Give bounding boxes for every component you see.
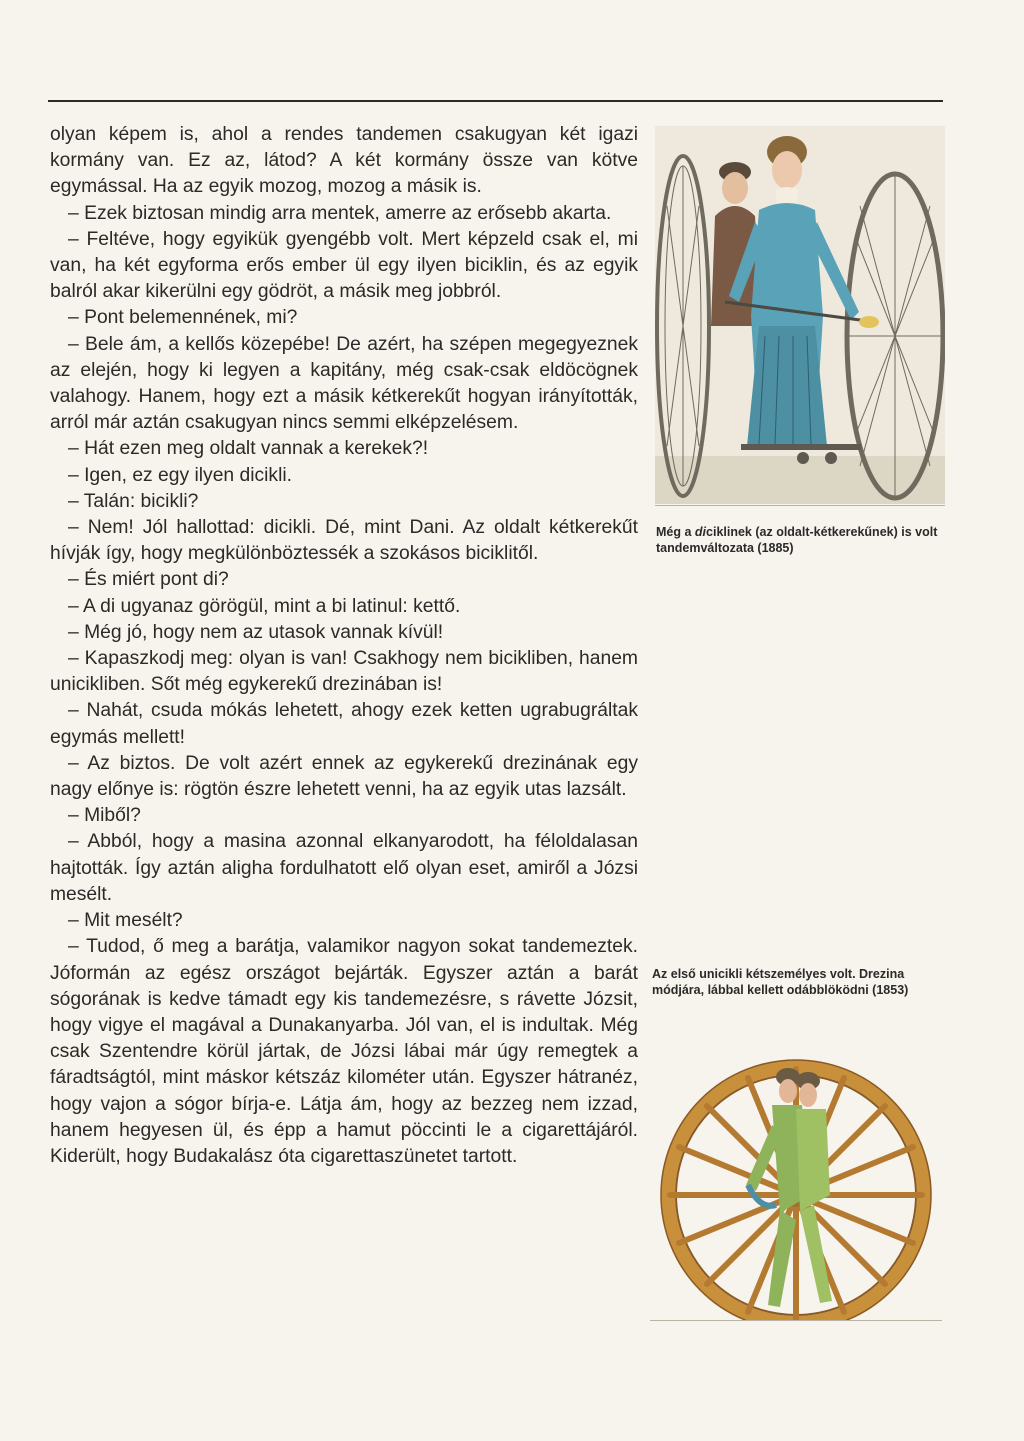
- paragraph-11: – A di ugyanaz görögül, mint a bi latinul: kettő.: [68, 595, 461, 617]
- unicycle-tandem-illustration: [650, 1035, 942, 1320]
- paragraph-17: – Abból, hogy a masina azonnal elkanyarodott, ha féloldalasan hajtották. Így aztán aligha fordulhatott elő olyan eset, amiről a Józsi mesélt.: [50, 831, 638, 905]
- unicycle-caption: Az első unicikli kétszemélyes volt. Drezina módjára, lábbal kellett odábblöködni (1853): [652, 967, 909, 997]
- dicycle-tandem-illustration: [655, 126, 945, 504]
- paragraph-13: – Kapaszkodj meg: olyan is van! Csakhogy nem bicikliben, hanem unicikliben. Sőt még egykerekű drezinában is!: [50, 648, 638, 696]
- paragraph-3: – Feltéve, hogy egyikük gyengébb volt. Mert képzeld csak el, mi van, ha két egyforma erős ember ül egy ilyen biciklin, és az egyik balról akar kikerülni egy gödröt, a másik meg jobbról.: [50, 228, 638, 303]
- paragraph-19: – Tudod, ő meg a barátja, valamikor nagyon sokat tandemeztek. Jóformán az egész országot bejárták. Egyszer aztán a barát sógorának is kedve támadt egy kis tandemezésre, s rávette Józsit, hogy vigye el magával a Dunakanyarba. Jól van, el is indultak. Még csak Szentendre körül jártak, de Józsi lábai már úgy remegtek a fáradtságtól, mint máskor kétszáz kilométer után. Egyszer hátranéz, hogy vajon a sógor bírja-e. Látja ám, hogy az bezzeg nem izzad, hanem hegyesen ül, és épp a hamut pöccinti le a cigarettájáról. Kiderült, hogy Budakalász óta cigarettaszünetet tartott.: [50, 936, 638, 1167]
- dicycle-caption-pre: Még a: [656, 525, 695, 539]
- paragraph-2: – Ezek biztosan mindig arra mentek, amerre az erősebb akarta.: [68, 202, 612, 224]
- paragraph-6: – Hát ezen meg oldalt vannak a kerekek?!: [68, 438, 429, 460]
- paragraph-5: – Bele ám, a kellős közepébe! De azért, ha szépen megegyeznek az elején, hogy ki legyen a kapitány, még csak-csak eldöcögnek valahogy. Hanem, hogy ezt a másik kétkerekűt hogyan irányították, arról már aztán csakugyan nincs semmi elképzelésem.: [50, 333, 638, 434]
- illustration-2-baseline: [650, 1320, 942, 1321]
- paragraph-1: olyan képem is, ahol a rendes tandemen csakugyan két igazi kormány van. Ez az, látod? A két kormány össze van kötve egymással. Ha az egyik mozog, mozog a másik is.: [50, 124, 638, 198]
- main-text: [50, 122, 638, 1170]
- paragraph-16: – Miből?: [68, 805, 141, 827]
- paragraph-15: – Az biztos. De volt azért ennek az egykerekű drezinának egy nagy előnye is: rögtön észre lehetett venni, ha az egyik utas lazsált.: [50, 752, 638, 801]
- dicycle-caption-italic: di: [694, 525, 707, 539]
- paragraph-18: – Mit mesélt?: [68, 910, 183, 932]
- dicycle-caption: [656, 524, 948, 556]
- dicycle-caption-post: ciklinek (az oldalt-kétkerekűnek) is volt tandemváltozata (1885): [656, 525, 938, 555]
- paragraph-4: – Pont belemennének, mi?: [68, 307, 298, 329]
- paragraph-12: – Még jó, hogy nem az utasok vannak kívül!: [68, 621, 444, 643]
- illustration-1-baseline: [655, 505, 945, 506]
- paragraph-8: – Talán: bicikli?: [68, 490, 199, 512]
- paragraph-7: – Igen, ez egy ilyen dicikli.: [68, 464, 292, 486]
- paragraph-10: – És miért pont di?: [68, 569, 229, 591]
- top-rule: [48, 100, 943, 102]
- paragraph-14: – Nahát, csuda mókás lehetett, ahogy ezek ketten ugrabugráltak egymás mellett!: [50, 700, 638, 748]
- paragraph-9: – Nem! Jól hallottad: dicikli. Dé, mint Dani. Az oldalt kétkerekűt hívják így, hogy megkülönböztessék a szokásos biciklitől.: [50, 517, 638, 565]
